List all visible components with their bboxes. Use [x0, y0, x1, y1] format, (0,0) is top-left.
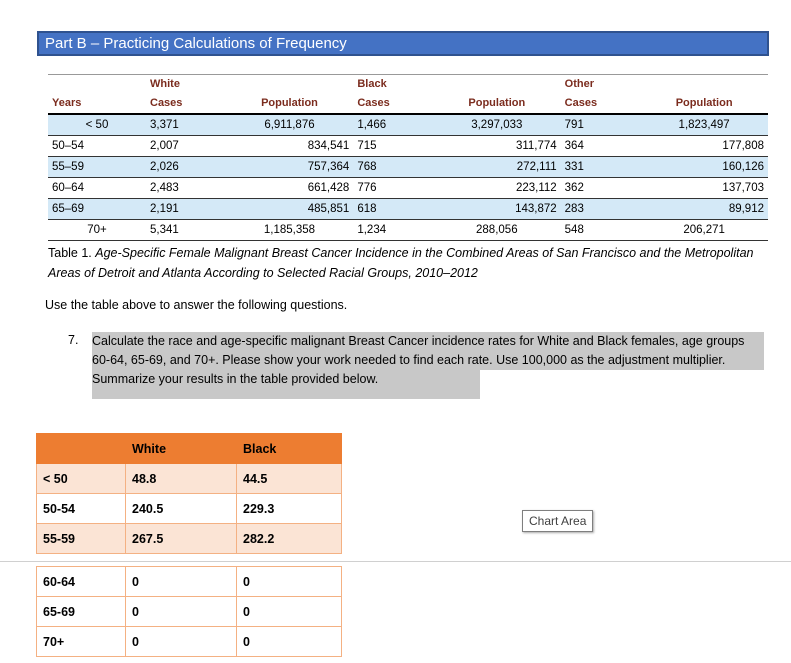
- chart-area-tooltip[interactable]: Chart Area: [522, 510, 593, 532]
- table-caption: [48, 243, 778, 283]
- instruction-text: Use the table above to answer the following questions.: [45, 298, 348, 312]
- table-row: [37, 597, 342, 627]
- table-cell: 50–54: [48, 136, 146, 157]
- table-cell[interactable]: 0: [126, 567, 237, 597]
- question-text: Calculate the race and age-specific malignant Breast Cancer incidence rates for White and Black females, age groups 60-64, 65-69, and 70+. Please show your work needed to find each rate. Use 100,000 as the adjustment multiplier. Summarize your results in the table provided below.: [92, 334, 745, 386]
- table-header-cell: White: [126, 434, 237, 464]
- table-cell: 768: [353, 157, 433, 178]
- section-header: Part B – Practicing Calculations of Frequency: [37, 31, 769, 56]
- table-cell: 3,297,033: [433, 114, 561, 136]
- column-header: Years: [48, 93, 146, 114]
- table-cell: 206,271: [640, 220, 768, 241]
- table-cell: 1,185,358: [226, 220, 354, 241]
- table-row: [48, 136, 768, 157]
- table-cell[interactable]: 229.3: [237, 494, 342, 524]
- table-cell: 70+: [48, 220, 146, 241]
- table-cell[interactable]: 0: [126, 597, 237, 627]
- page-break-line: [0, 561, 791, 562]
- table-cell[interactable]: 0: [237, 567, 342, 597]
- table-cell: 283: [561, 199, 641, 220]
- table-cell: 5,341: [146, 220, 226, 241]
- group-header-other: Other: [561, 75, 641, 94]
- table-cell[interactable]: 48.8: [126, 464, 237, 494]
- answer-table-continued: [36, 566, 342, 657]
- question-number: 7.: [68, 333, 79, 347]
- column-header: Cases: [146, 93, 226, 114]
- table-row: [48, 220, 768, 241]
- table-cell: 362: [561, 178, 641, 199]
- source-data-table: [48, 74, 768, 241]
- table-cell[interactable]: 50-54: [37, 494, 126, 524]
- group-header-black: Black: [353, 75, 433, 94]
- table-cell: 661,428: [226, 178, 354, 199]
- table-cell[interactable]: 44.5: [237, 464, 342, 494]
- column-header: Cases: [353, 93, 433, 114]
- table-cell: 177,808: [640, 136, 768, 157]
- table-cell: 2,007: [146, 136, 226, 157]
- column-header: Cases: [561, 93, 641, 114]
- table-cell: < 50: [48, 114, 146, 136]
- table-row: [37, 567, 342, 597]
- table-row: [48, 114, 768, 136]
- table-cell[interactable]: 240.5: [126, 494, 237, 524]
- table-cell: 1,823,497: [640, 114, 768, 136]
- table-cell[interactable]: < 50: [37, 464, 126, 494]
- table-row: [48, 178, 768, 199]
- table-cell: 834,541: [226, 136, 354, 157]
- caption-text: Age-Specific Female Malignant Breast Cancer Incidence in the Combined Areas of San Francisco and the Metropolitan Areas of Detroit and Atlanta According to Selected Racial Groups, 2010–2012: [48, 246, 754, 280]
- table-cell: 791: [561, 114, 641, 136]
- caption-label: Table 1.: [48, 246, 92, 260]
- table-cell: 2,483: [146, 178, 226, 199]
- table-cell: 1,234: [353, 220, 433, 241]
- answer-table: [36, 433, 342, 554]
- table-cell[interactable]: 0: [126, 627, 237, 657]
- table-cell: 3,371: [146, 114, 226, 136]
- table-row: [37, 494, 342, 524]
- table-cell: 715: [353, 136, 433, 157]
- table-cell: 143,872: [433, 199, 561, 220]
- group-header-white: White: [146, 75, 226, 94]
- table-cell: 89,912: [640, 199, 768, 220]
- table-cell[interactable]: 0: [237, 627, 342, 657]
- table-cell[interactable]: 267.5: [126, 524, 237, 554]
- table-header-cell: [37, 434, 126, 464]
- table-cell: 60–64: [48, 178, 146, 199]
- table-cell: 288,056: [433, 220, 561, 241]
- table-cell: 364: [561, 136, 641, 157]
- table-cell[interactable]: 282.2: [237, 524, 342, 554]
- table-cell: 618: [353, 199, 433, 220]
- table-header-cell: Black: [237, 434, 342, 464]
- table-cell: 331: [561, 157, 641, 178]
- column-header: Population: [226, 93, 354, 114]
- table-cell: 2,026: [146, 157, 226, 178]
- table-cell[interactable]: 55-59: [37, 524, 126, 554]
- table-cell: 311,774: [433, 136, 561, 157]
- table-row: [37, 524, 342, 554]
- table-cell: 485,851: [226, 199, 354, 220]
- table-cell: 757,364: [226, 157, 354, 178]
- table-cell[interactable]: 60-64: [37, 567, 126, 597]
- table-cell: 160,126: [640, 157, 768, 178]
- table-row: [37, 627, 342, 657]
- table-cell: 776: [353, 178, 433, 199]
- table-cell: 272,111: [433, 157, 561, 178]
- column-header: Population: [640, 93, 768, 114]
- table-cell: 6,911,876: [226, 114, 354, 136]
- table-cell: 55–59: [48, 157, 146, 178]
- table-cell[interactable]: 65-69: [37, 597, 126, 627]
- column-header: Population: [433, 93, 561, 114]
- table-cell: 548: [561, 220, 641, 241]
- table-header-row: [37, 434, 342, 464]
- table-row: [48, 157, 768, 178]
- table-cell: 1,466: [353, 114, 433, 136]
- table-cell: 223,112: [433, 178, 561, 199]
- table-cell: 137,703: [640, 178, 768, 199]
- table-cell[interactable]: 0: [237, 597, 342, 627]
- table-row: [48, 199, 768, 220]
- table-cell[interactable]: 70+: [37, 627, 126, 657]
- table-row: [37, 464, 342, 494]
- table-cell: 2,191: [146, 199, 226, 220]
- table-cell: 65–69: [48, 199, 146, 220]
